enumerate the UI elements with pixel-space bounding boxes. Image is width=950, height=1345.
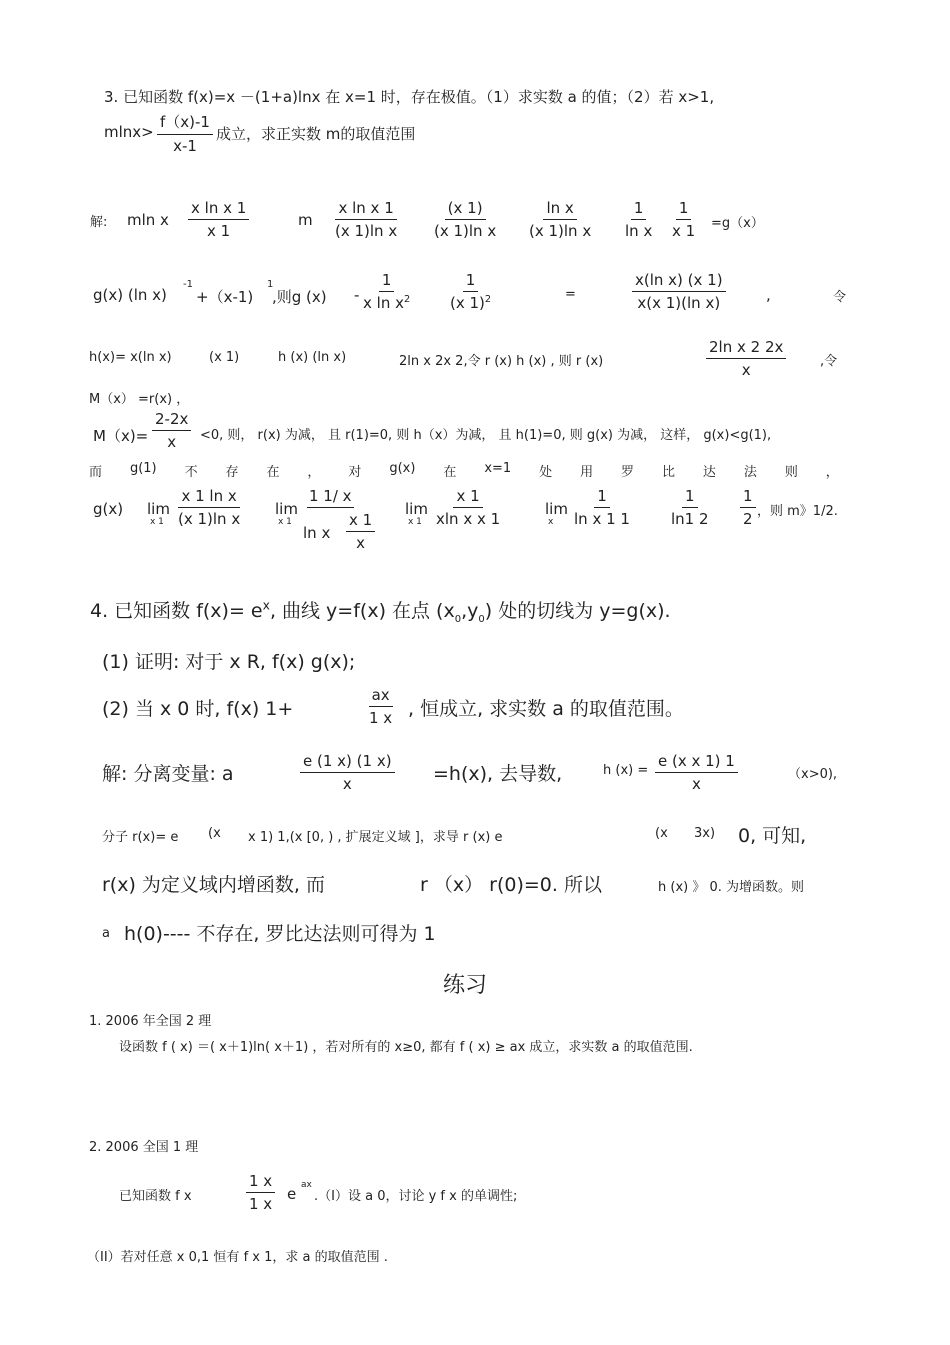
solution-r3-ling: ,令 (820, 354, 838, 369)
solution-r2-sup1: -1 (183, 279, 193, 290)
solution-r3-c: h (x) (ln x) (278, 350, 347, 365)
fraction-denominator: (x 1)ln x (178, 510, 241, 528)
practice-q2-head: 2. 2006 全国 1 理 (89, 1140, 199, 1155)
fraction-numerator: 1 (594, 487, 610, 508)
fraction-denominator: x(x 1)(ln x) (637, 294, 721, 312)
fraction-numerator: x ln x 1 (188, 199, 249, 220)
solution-r1-m: m (298, 211, 313, 229)
practice-title: 练习 (443, 973, 488, 998)
solution-r1-frac3 (431, 199, 499, 240)
solution-r5-b: <0, 则， r(x) 为减， 且 r(1)=0, 则 h（x）为减， 且 h(1)=0, 则 g(x) 为减， 这样， g(x)<g(1), (200, 428, 772, 443)
limit-4-sub: x (548, 517, 554, 527)
solution-r1-frac2 (332, 199, 400, 240)
practice-q2-pre: 已知函数 f x (119, 1189, 192, 1204)
fraction-denominator: x-1 (173, 137, 197, 155)
solution-r7-frac3 (433, 487, 503, 528)
fraction-denominator: ln1 2 (671, 510, 709, 528)
r6-token: 罗 (621, 465, 635, 480)
solution-r2-frac3 (632, 271, 726, 312)
solution-r3-frac (706, 338, 786, 379)
fraction-denominator: 1 x (369, 709, 393, 727)
solution-r7-frac2-den-a: ln x (303, 524, 331, 542)
solution-r3-d: 2ln x 2x 2,令 r (x) h (x) , 则 r (x) (399, 354, 604, 369)
fraction-numerator: (x 1) (445, 199, 486, 220)
p4-l1-sub2: 0 (478, 613, 485, 625)
problem-4-line3-post: , 恒成立, 求实数 a 的取值范围。 (408, 698, 684, 720)
solution-label: 解: (90, 215, 108, 230)
solution-r1-frac5 (622, 199, 655, 240)
practice-q2-exp: ax (301, 1180, 312, 1190)
problem-3-line2-suffix: 成立，求正实数 m的取值范围 (216, 125, 416, 143)
solution-r2-frac2 (447, 271, 494, 312)
solution-r7-frac2-inner (346, 511, 375, 552)
p4-r2-e: 3x) (694, 826, 716, 841)
fraction-denominator: (x 1)ln x (335, 222, 398, 240)
p4-l1-post: , 曲线 y=f(x) 在点 (x (269, 600, 455, 622)
fraction-numerator: 1 (682, 487, 698, 508)
fraction-denominator: 2 (743, 510, 753, 528)
solution-r7-end: ，则 m》1/2. (757, 504, 838, 519)
p4-r2-d: (x (655, 826, 668, 841)
r6-token: 不 (184, 465, 198, 480)
solution-r1-frac6 (669, 199, 698, 240)
solution-r2-comma: , (766, 286, 771, 304)
limit-2-sub: x 1 (278, 517, 292, 527)
solution-r2-eq: = (565, 287, 576, 302)
r6-token: x=1 (484, 461, 512, 476)
denominator-text: (x 1) (450, 294, 485, 312)
solution-r1-term: mln x (127, 211, 169, 229)
problem-3-line1: 3. 已知函数 f(x)=x －(1+a)lnx 在 x=1 时，存在极值。（1）求实数 a 的值；（2）若 x>1, (104, 88, 715, 106)
p4-solution-frac2 (655, 752, 738, 793)
fraction-denominator: (x 1)ln x (434, 222, 497, 240)
r6-token: 比 (661, 465, 675, 480)
solution-r7-g: g(x) (93, 500, 124, 518)
p4-solution-frac1 (300, 752, 395, 793)
fraction-numerator: 1 (676, 199, 692, 220)
p4-r2-f: 0, 可知, (738, 825, 807, 847)
denominator-exponent: 2 (403, 294, 411, 305)
fraction-denominator: 1 x (249, 1195, 273, 1213)
solution-r7-frac5 (668, 487, 712, 528)
solution-r2-a: g(x) (ln x) (93, 286, 167, 304)
limit-4: lim (545, 500, 568, 518)
solution-r2-b: +（x-1) (196, 288, 254, 306)
fraction-denominator: x (167, 433, 177, 451)
fraction-denominator: x 1 (207, 222, 231, 240)
solution-r1-end: =g（x） (711, 216, 764, 231)
p4-solution-mid: =h(x), 去导数, (433, 763, 563, 785)
p4-l1-mid: ,y (461, 600, 479, 622)
problem-3-fraction (157, 111, 213, 155)
p4-r3-b: r （x） r(0)=0. 所以 (420, 874, 602, 896)
denominator-text: x ln x (363, 294, 404, 312)
fraction-numerator: x 1 (346, 511, 375, 532)
fraction-denominator: ln x (625, 222, 653, 240)
fraction-numerator: 1 (379, 271, 395, 292)
fraction-numerator: x 1 ln x (178, 487, 239, 508)
p4-r3-c: h (x) 》 0. 为增函数。则 (658, 880, 805, 895)
problem-4-line3-pre: (2) 当 x 0 时, f(x) 1+ (102, 698, 294, 720)
solution-r7-frac2-num: 1 1/ x (307, 487, 354, 508)
r6-token: 对 (348, 465, 362, 480)
solution-r2-minus: - (354, 286, 360, 304)
solution-r2-c: ,则g (x) (272, 288, 327, 306)
p4-r2-b: (x (208, 826, 221, 841)
p4-r4-a: a (102, 926, 110, 941)
fraction-denominator (360, 292, 413, 312)
fraction-numerator: 2ln x 2 2x (706, 338, 786, 359)
fraction-denominator: xln x x 1 (436, 510, 501, 528)
solution-r7-frac6 (740, 487, 756, 528)
limit-2: lim (275, 500, 298, 518)
solution-r3-a: h(x)= x(ln x) (89, 350, 172, 365)
fraction-numerator: x 1 (453, 487, 482, 508)
solution-r1-frac4 (526, 199, 594, 240)
solution-r4: M（x） =r(x) ， (89, 392, 190, 407)
problem-4-line1 (90, 596, 671, 625)
solution-r6 (89, 461, 839, 480)
p4-r2-c: x 1) 1,(x [0, ) , 扩展定义域 ]，求导 r (x) e (248, 830, 503, 845)
fraction-numerator: 1 (740, 487, 756, 508)
fraction-denominator: x 1 (672, 222, 696, 240)
r6-token: 在 (443, 465, 457, 480)
fraction-numerator: x(ln x) (x 1) (632, 271, 726, 292)
r6-token: 而 (89, 465, 103, 480)
p4-solution-h: h (x) = (603, 763, 649, 778)
fraction-denominator: x (691, 775, 701, 793)
limit-1: lim (147, 500, 170, 518)
r6-token: 法 (743, 465, 757, 480)
r6-token: ， (825, 465, 839, 480)
practice-q2-part2: （II）若对任意 x 0,1 恒有 f x 1，求 a 的取值范围 . (87, 1250, 388, 1265)
problem-4-line2: (1) 证明: 对于 x R, f(x) g(x); (102, 651, 356, 673)
r6-token: 则 (784, 465, 798, 480)
problem-3-line2-prefix: mlnx> (104, 123, 154, 141)
fraction-numerator: 2-2x (152, 410, 191, 431)
r6-token: ， (307, 465, 321, 480)
solution-r2-sup2: 1 (267, 279, 274, 290)
fraction-numerator: e (1 x) (1 x) (300, 752, 395, 773)
solution-r2-ling: 令 (833, 290, 847, 305)
r6-token: 存 (225, 465, 239, 480)
p4-r2-a: 分子 r(x)= e (102, 830, 179, 845)
fraction-numerator: ln x (543, 199, 576, 220)
p4-l1-sup: x (262, 598, 270, 613)
fraction-denominator: x (342, 775, 352, 793)
fraction-numerator: 1 x (246, 1172, 275, 1193)
p4-l1-pre: 4. 已知函数 f(x)= e (90, 600, 263, 622)
solution-r2-frac1 (360, 271, 413, 312)
r6-token: 处 (539, 465, 553, 480)
p4-r4-b: h(0)---- 不存在, 罗比达法则可得为 1 (124, 923, 436, 945)
fraction-numerator: 1 (631, 199, 647, 220)
practice-q2-post: .（I）设 a 0，讨论 y f x 的单调性; (314, 1189, 518, 1204)
solution-r7-frac4 (571, 487, 633, 528)
limit-3-sub: x 1 (408, 517, 422, 527)
solution-r3-b: (x 1) (209, 350, 240, 365)
r6-token: g(x) (389, 461, 416, 476)
fraction-denominator (447, 292, 494, 312)
p4-solution-tail: （x>0), (788, 767, 838, 782)
r6-token: g(1) (129, 461, 157, 476)
practice-q1-head: 1. 2006 年全国 2 理 (89, 1014, 212, 1029)
r6-token: 用 (580, 465, 594, 480)
p4-l1-sub1: 0 (454, 613, 462, 625)
fraction-denominator: x (741, 361, 751, 379)
fraction-numerator: f（x)-1 (157, 111, 213, 135)
fraction-numerator: e (x x 1) 1 (655, 752, 738, 773)
solution-r1-frac1 (188, 199, 249, 240)
limit-1-sub: x 1 (150, 517, 164, 527)
fraction-denominator: x (356, 534, 366, 552)
practice-q2-e: e (287, 1185, 297, 1203)
fraction-numerator: x ln x 1 (335, 199, 396, 220)
fraction-denominator: ln x 1 1 (574, 510, 630, 528)
fraction-numerator: 1 (463, 271, 479, 292)
practice-q2-frac (246, 1172, 275, 1213)
fraction-numerator: ax (369, 686, 393, 707)
p4-r3-a: r(x) 为定义域内增函数, 而 (102, 874, 326, 896)
r6-token: 在 (266, 465, 280, 480)
practice-q1-body: 设函数 f ( x) ＝( x＋1)ln( x＋1) ，若对所有的 x≥0, 都有 f ( x) ≥ ax 成立，求实数 a 的取值范围. (119, 1040, 693, 1055)
problem-4-fraction (366, 686, 395, 727)
solution-r5-a: M（x)= (93, 427, 149, 445)
solution-r5-frac (152, 410, 191, 451)
denominator-exponent: 2 (484, 294, 492, 305)
limit-3: lim (405, 500, 428, 518)
r6-token: 达 (702, 465, 716, 480)
solution-r7-frac1 (175, 487, 243, 528)
fraction-denominator: (x 1)ln x (529, 222, 592, 240)
p4-l1-end: ) 处的切线为 y=g(x). (484, 600, 671, 622)
p4-solution-pre: 解: 分离变量: a (102, 763, 234, 785)
